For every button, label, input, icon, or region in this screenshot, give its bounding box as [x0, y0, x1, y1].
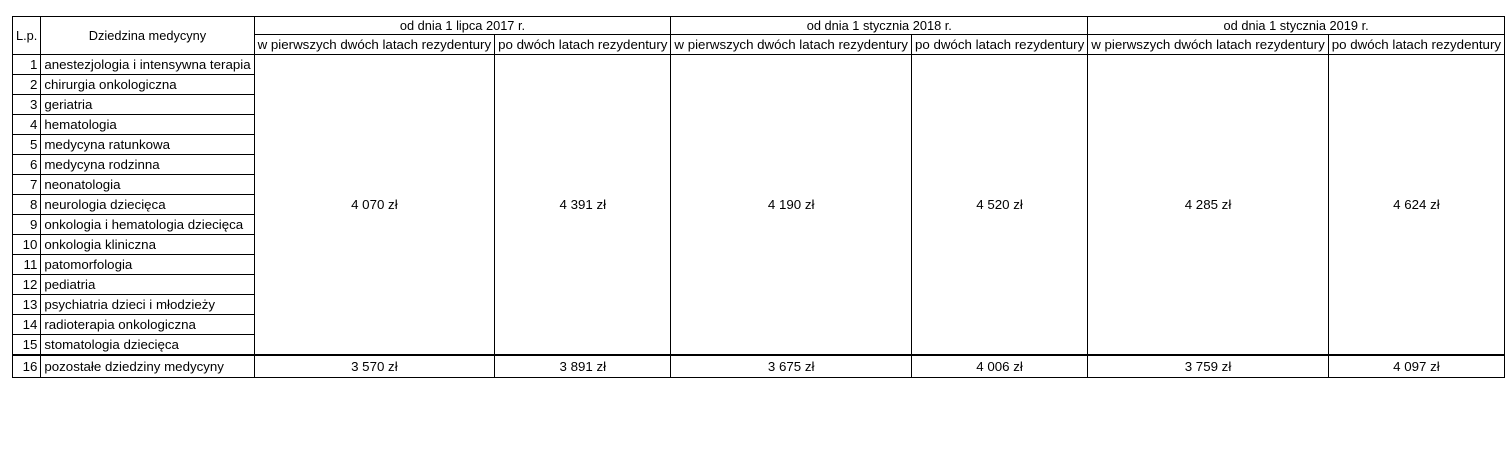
- period-header-2018: od dnia 1 stycznia 2018 r.: [671, 17, 1088, 35]
- period-header-2019: od dnia 1 stycznia 2019 r.: [1088, 17, 1505, 35]
- subheader-after-two-years: po dwóch latach rezydentury: [1328, 35, 1504, 55]
- row-number: 5: [13, 135, 41, 155]
- specialty-name: radioterapia onkologiczna: [41, 315, 254, 335]
- row-number: 6: [13, 155, 41, 175]
- salary-value: 3 759 zł: [1088, 355, 1329, 378]
- salary-table: [12, 16, 1505, 378]
- row-number: 12: [13, 275, 41, 295]
- salary-value: 4 097 zł: [1328, 355, 1504, 378]
- period-header-2017: od dnia 1 lipca 2017 r.: [254, 17, 671, 35]
- salary-value: 4 624 zł: [1328, 55, 1504, 356]
- specialty-name: stomatologia dziecięca: [41, 335, 254, 356]
- row-number: 13: [13, 295, 41, 315]
- specialty-name: onkologia kliniczna: [41, 235, 254, 255]
- specialty-name: anestezjologia i intensywna terapia: [41, 55, 254, 75]
- specialty-name: psychiatria dzieci i młodzieży: [41, 295, 254, 315]
- salary-value: 4 190 zł: [671, 55, 912, 356]
- row-number: 14: [13, 315, 41, 335]
- specialty-name: medycyna ratunkowa: [41, 135, 254, 155]
- salary-value: 3 675 zł: [671, 355, 912, 378]
- row-number: 15: [13, 335, 41, 356]
- row-number: 9: [13, 215, 41, 235]
- row-number: 7: [13, 175, 41, 195]
- row-number: 11: [13, 255, 41, 275]
- salary-value: 4 391 zł: [495, 55, 671, 356]
- salary-value: 4 070 zł: [254, 55, 495, 356]
- row-number: 8: [13, 195, 41, 215]
- specialty-name: neurologia dziecięca: [41, 195, 254, 215]
- specialty-name: patomorfologia: [41, 255, 254, 275]
- salary-value: 4 285 zł: [1088, 55, 1329, 356]
- specialty-name: hematologia: [41, 115, 254, 135]
- salary-value: 4 006 zł: [911, 355, 1087, 378]
- salary-value: 3 570 zł: [254, 355, 495, 378]
- specialty-header: Dziedzina medycyny: [41, 17, 254, 55]
- row-number: 2: [13, 75, 41, 95]
- specialty-name: chirurgia onkologiczna: [41, 75, 254, 95]
- specialty-name: medycyna rodzinna: [41, 155, 254, 175]
- table-row: [13, 55, 1505, 75]
- salary-value: 3 891 zł: [495, 355, 671, 378]
- table-row-other: [13, 355, 1505, 378]
- specialty-name: pediatria: [41, 275, 254, 295]
- subheader-after-two-years: po dwóch latach rezydentury: [911, 35, 1087, 55]
- subheader-after-two-years: po dwóch latach rezydentury: [495, 35, 671, 55]
- specialty-name: geriatria: [41, 95, 254, 115]
- row-number: 10: [13, 235, 41, 255]
- lp-header: L.p.: [13, 17, 41, 55]
- subheader-first-two-years: w pierwszych dwóch latach rezydentury: [671, 35, 912, 55]
- subheader-first-two-years: w pierwszych dwóch latach rezydentury: [1088, 35, 1329, 55]
- specialty-name: onkologia i hematologia dziecięca: [41, 215, 254, 235]
- salary-value: 4 520 zł: [911, 55, 1087, 356]
- row-number: 16: [13, 355, 41, 378]
- row-number: 4: [13, 115, 41, 135]
- subheader-first-two-years: w pierwszych dwóch latach rezydentury: [254, 35, 495, 55]
- specialty-name: pozostałe dziedziny medycyny: [41, 355, 254, 378]
- row-number: 1: [13, 55, 41, 75]
- row-number: 3: [13, 95, 41, 115]
- specialty-name: neonatologia: [41, 175, 254, 195]
